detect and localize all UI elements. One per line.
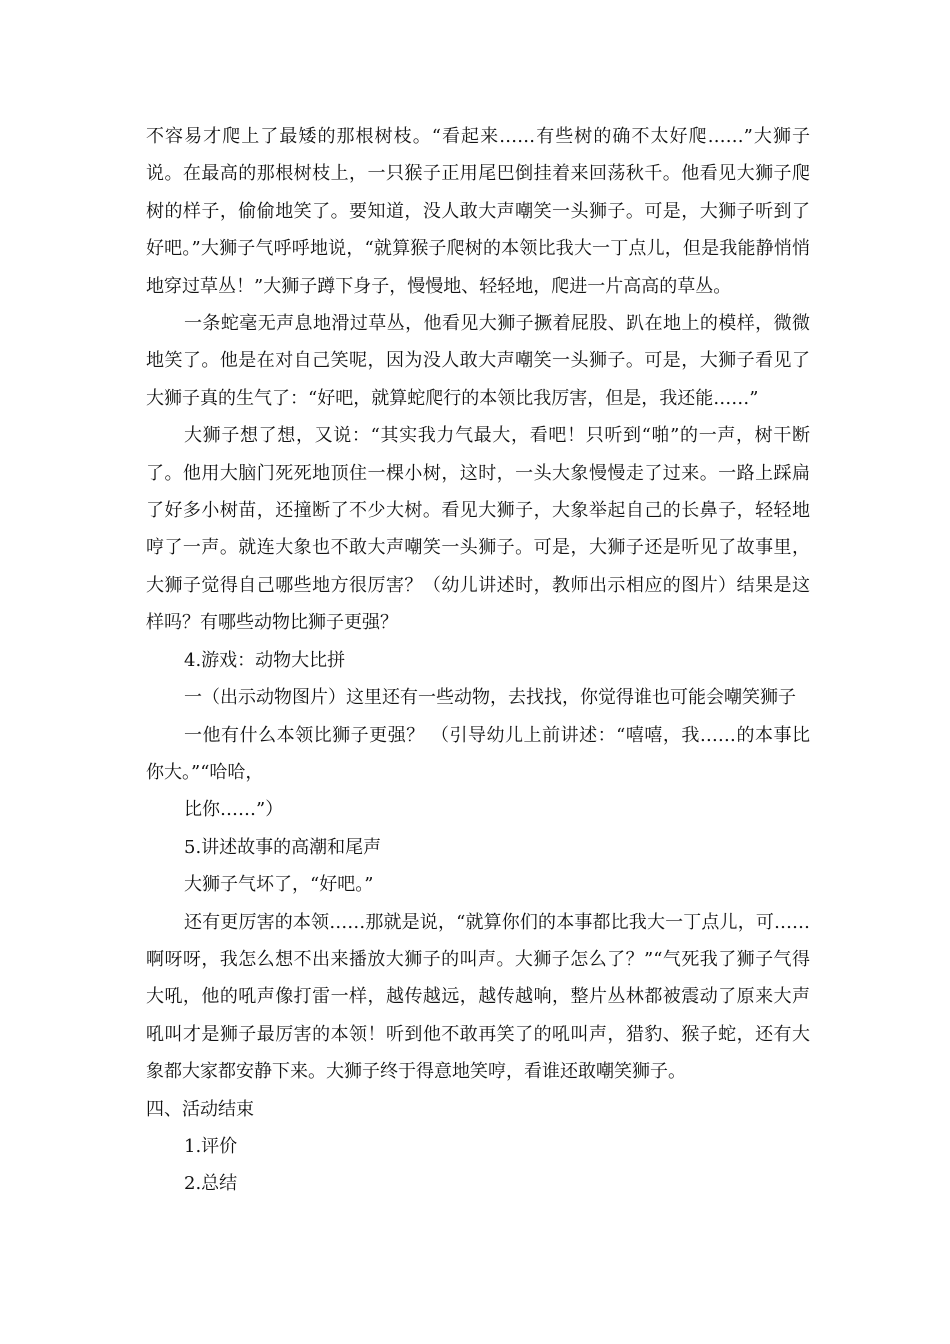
section-heading-climax: 5.讲述故事的高潮和尾声 xyxy=(184,836,382,858)
paragraph-lion-angry: 大狮子气坏了，“好吧。” xyxy=(184,874,374,896)
paragraph-snake: 一条蛇毫无声息地滑过草丛，他看见大狮子撅着屁股、趴在地上的模样，微微地笑了。他是在对自己笑呢，因为没人敢大声嘲笑一头狮子。可是，大狮子看见了大狮子真的生气了：“好吧，就算蛇爬行的本领比我厉害，但是，我还能……” xyxy=(146,313,810,409)
list-item-summary: 2.总结 xyxy=(184,1173,238,1195)
paragraph-compare-phrase: 比你……”） xyxy=(184,799,284,821)
section-heading-game: 4.游戏：动物大比拼 xyxy=(184,649,346,671)
paragraph-show-animal-pictures: 一（出示动物图片）这里还有一些动物，去找找，你觉得谁也可能会嘲笑狮子 xyxy=(184,687,796,709)
paragraph-guide-children: 一他有什么本领比狮子更强？ （引导幼儿上前讲述：“嘻嘻，我……的本事比你大。”“哈哈， xyxy=(146,724,810,783)
paragraph-elephant: 大狮子想了想，又说：“其实我力气最大，看吧！只听到“啪”的一声，树干断了。他用大脑门死死地顶住一棵小树，这时，一头大象慢慢走了过来。一路上踩扁了好多小树苗，还撞断了不少大树。看见大狮子，大象举起自己的长鼻子，轻轻地哼了一声。就连大象也不敢大声嘲笑一头狮子。可是，大狮子还是听见了故事里，大狮子觉得自己哪些地方很厉害？（幼儿讲述时，教师出示相应的图片）结果是这样吗？有哪些动物比狮子更强？ xyxy=(146,425,810,634)
paragraph-lion-climbs-tree: 不容易才爬上了最矮的那根树枝。“看起来……有些树的确不太好爬……”大狮子说。在最高的那根树枝上，一只猴子正用尾巴倒挂着来回荡秋千。他看见大狮子爬树的样子，偷偷地笑了。要知道，没人敢大声嘲笑一头狮子。可是，大狮子听到了好吧。”大狮子气呼呼地说，“就算猴子爬树的本领比我大一丁点儿，但是我能静悄悄地穿过草丛！”大狮子蹲下身子，慢慢地、轻轻地，爬进一片高高的草丛。 xyxy=(146,126,810,297)
list-item-evaluation: 1.评价 xyxy=(184,1135,238,1157)
paragraph-lion-roar: 还有更厉害的本领……那就是说，“就算你们的本事都比我大一丁点儿，可……啊呀呀，我怎么想不出来播放大狮子的叫声。大狮子怎么了？”“气死我了狮子气得大吼，他的吼声像打雷一样，越传越远，越传越响，整片丛林都被震动了原来大声吼叫才是狮子最厉害的本领！听到他不敢再笑了的吼叫声，猎豹、猴子蛇，还有大象都大家都安静下来。大狮子终于得意地笑哼，看谁还敢嘲笑狮子。 xyxy=(146,911,810,1083)
document-body xyxy=(146,118,810,1203)
section-heading-activity-end: 四、活动结束 xyxy=(146,1098,254,1120)
